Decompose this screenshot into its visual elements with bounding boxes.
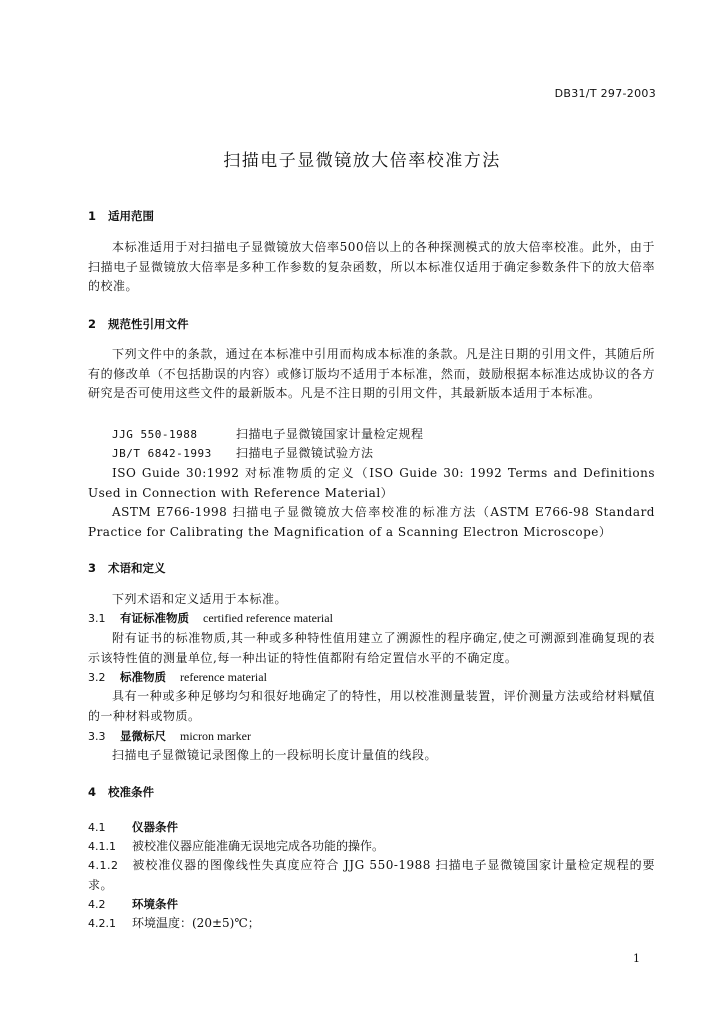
reference-item — [112, 425, 424, 445]
term-3-3-definition: 扫描电子显微镜记录图像上的一段标明长度计量值的线段。 — [112, 748, 438, 762]
section-title: 适用范围 — [108, 209, 154, 223]
clause-4-1-2 — [88, 856, 655, 895]
term-english: micron marker — [180, 729, 251, 743]
reference-item-astm: ASTM E766-1998 扫描电子显微镜放大倍率校准的标准方法（ASTM E766-98 Standard Practice for Calibrating the Magnification of a Scanning Electron Microscope） — [88, 505, 655, 539]
section-2-heading — [88, 316, 189, 332]
term-number: 3.1 — [88, 612, 106, 625]
section-number: 4 — [88, 785, 97, 799]
subsection-number: 4.2 — [88, 898, 106, 911]
reference-id: JJG 550-1988 — [112, 428, 198, 441]
term-3-1 — [88, 609, 333, 629]
term-chinese: 标准物质 — [120, 670, 166, 684]
subsection-number: 4.1 — [88, 821, 106, 834]
section-title: 术语和定义 — [108, 561, 166, 575]
section-title: 规范性引用文件 — [108, 317, 189, 331]
term-number: 3.3 — [88, 730, 106, 743]
section-3-heading — [88, 560, 166, 576]
reference-item — [112, 444, 374, 464]
reference-id: JB/T 6842-1993 — [112, 447, 212, 460]
subsection-4-1 — [88, 818, 178, 838]
section-number: 2 — [88, 317, 97, 331]
term-3-3 — [88, 727, 251, 747]
section-3-intro: 下列术语和定义适用于本标准。 — [112, 592, 288, 606]
clause-4-2-1 — [88, 914, 260, 934]
clause-text: 环境温度：(20±5)℃； — [132, 916, 260, 930]
clause-number: 4.1.1 — [88, 840, 116, 853]
section-2-paragraph: 下列文件中的条款，通过在本标准中引用而构成本标准的条款。凡是注日期的引用文件，其随后所有的修改单（不包括勘误的内容）或修订版均不适用于本标准，然而，鼓励根据本标准达成协议的各方研究是否可使用这些文件的最新版本。凡是不注日期的引用文件，其最新版本适用于本标准。 — [88, 347, 655, 400]
section-1-paragraph: 本标准适用于对扫描电子显微镜放大倍率500倍以上的各种探测模式的放大倍率校准。此外，由于扫描电子显微镜放大倍率是多种工作参数的复杂函数，所以本标准仅适用于确定参数条件下的放大倍率的校准。 — [88, 240, 655, 293]
term-3-2 — [88, 668, 267, 688]
page-number: 1 — [633, 952, 640, 965]
section-1-heading — [88, 208, 154, 224]
section-number: 3 — [88, 561, 97, 575]
standard-code: DB31/T 297-2003 — [554, 87, 656, 100]
reference-title: 扫描电子显微镜国家计量检定规程 — [236, 427, 424, 441]
term-number: 3.2 — [88, 671, 106, 684]
term-chinese: 显微标尺 — [120, 729, 166, 743]
term-3-1-definition: 附有证书的标准物质,其一种或多种特性值用建立了溯源性的程序确定,使之可溯源到准确复现的表示该特性值的测量单位,每一种出证的特性值都附有给定置信水平的不确定度。 — [88, 631, 655, 665]
clause-text: 被校准仪器的图像线性失真度应符合 JJG 550-1988 扫描电子显微镜国家计量检定规程的要求。 — [88, 858, 655, 892]
subsection-4-2 — [88, 895, 178, 915]
reference-item-iso: ISO Guide 30:1992 对标准物质的定义（ISO Guide 30: 1992 Terms and Definitions Used in Connection with Reference Material） — [88, 466, 655, 500]
section-title: 校准条件 — [108, 785, 154, 799]
section-4-heading — [88, 784, 154, 800]
clause-number: 4.1.2 — [88, 859, 119, 872]
subsection-title: 环境条件 — [132, 897, 178, 911]
term-chinese: 有证标准物质 — [120, 611, 189, 625]
section-number: 1 — [88, 209, 97, 223]
reference-title: 扫描电子显微镜试验方法 — [236, 446, 374, 460]
document-title: 扫描电子显微镜放大倍率校准方法 — [223, 151, 501, 171]
clause-4-1-1 — [88, 837, 384, 857]
subsection-title: 仪器条件 — [132, 820, 178, 834]
term-3-2-definition: 具有一种或多种足够均匀和很好地确定了的特性，用以校准测量装置，评价测量方法或给材料赋值的一种材料或物质。 — [88, 689, 655, 723]
term-english: certified reference material — [203, 611, 333, 625]
clause-text: 被校准仪器应能准确无误地完成各功能的操作。 — [132, 839, 385, 853]
term-english: reference material — [180, 670, 267, 684]
clause-number: 4.2.1 — [88, 917, 116, 930]
